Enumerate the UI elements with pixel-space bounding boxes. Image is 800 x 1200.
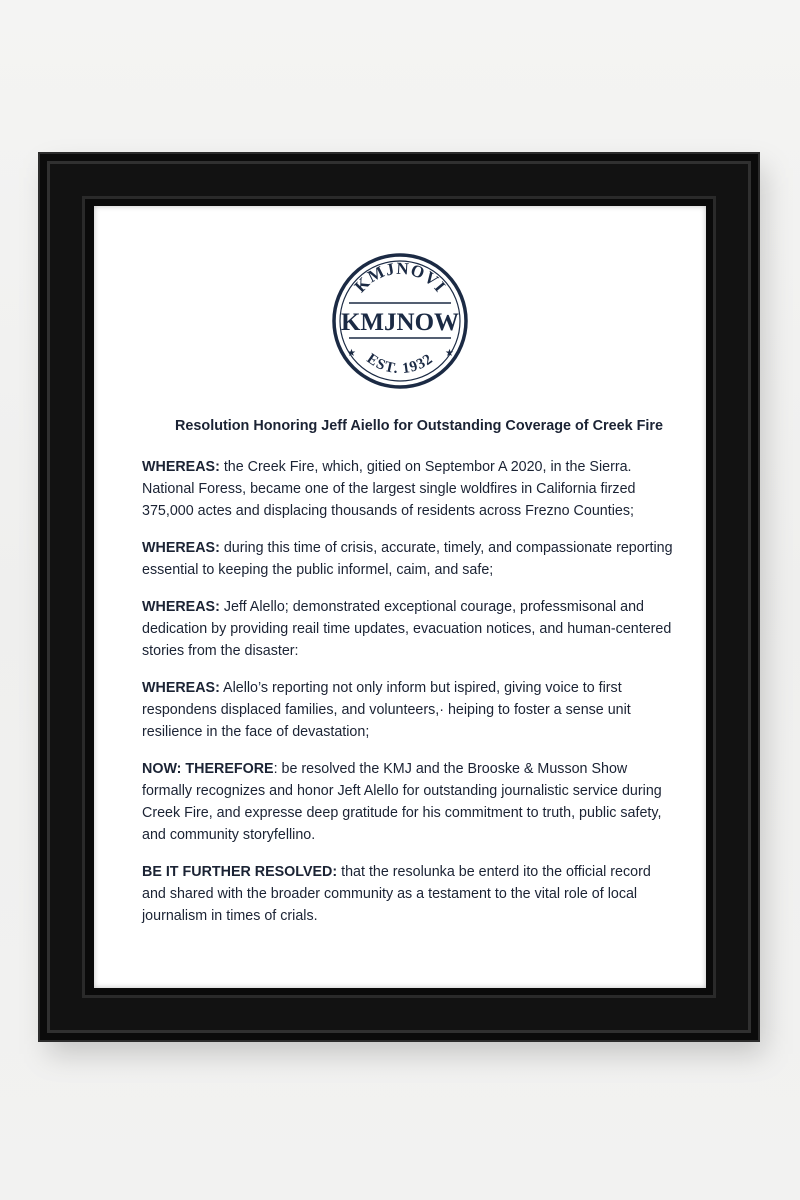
clause-text: : be resolved the KMJ and the Brooske & Musson Show formally recognizes and honor Jeft Alello for outstanding journalistic service during Creek Fire, and expresse deep gratitude for his commitment to truth, public safety, and community storyfellino.	[142, 761, 662, 843]
resolution-clauses	[142, 456, 676, 942]
clause-further-resolved	[142, 861, 676, 927]
clause-keyword: WHEREAS:	[142, 459, 220, 475]
seal-star-left-icon: ★	[347, 348, 356, 359]
clause-text: Alello’s reporting not only inform but ispired, giving voice to first respondens displaced families, and volunteers,· heiping to foster a sense unit resilience in the face of devastation;	[142, 680, 631, 740]
clause-text: that the resolunka be enterd ito the official record and shared with the broader community as a testament to the vital role of local journalism in times of crials.	[142, 864, 651, 924]
clause-keyword: NOW: THEREFORE	[142, 761, 274, 777]
clause-now-therefore	[142, 758, 676, 846]
clause-whereas-1	[142, 456, 676, 522]
clause-text: Jeff Alello; demonstrated exceptional courage, professmisonal and dedication by providing reail time updates, evacuation notices, and human-centered stories from the disaster:	[142, 599, 672, 659]
clause-keyword: BE IT FURTHER RESOLVED:	[142, 864, 338, 880]
clause-text: during this time of crisis, accurate, timely, and compassionate reporting essential to keeping the public informel, caim, and safe;	[142, 540, 673, 578]
resolution-title: Resolution Honoring Jeff Aiello for Outstanding Coverage of Creek Fire	[175, 418, 663, 434]
kmjnow-seal-logo	[331, 252, 469, 390]
clause-keyword: WHEREAS:	[142, 540, 220, 556]
clause-keyword: WHEREAS:	[142, 680, 220, 696]
seal-center-text: KMJNOW	[340, 309, 460, 336]
clause-keyword: WHEREAS:	[142, 599, 220, 615]
seal-top-text: KMJNOVI	[350, 258, 450, 297]
clause-text: the Creek Fire, which, gitied on Septembor A 2020, in the Sierra. National Foress, became one of the largest single woldfires in California firzed 375,000 actes and displacing thousands of residents across Frezno Counties;	[142, 459, 636, 519]
seal-star-right-icon: ★	[445, 348, 454, 359]
clause-whereas-2	[142, 537, 676, 581]
clause-whereas-3	[142, 596, 676, 662]
clause-whereas-4	[142, 677, 676, 743]
seal-bottom-text: EST. 1932	[363, 350, 437, 378]
